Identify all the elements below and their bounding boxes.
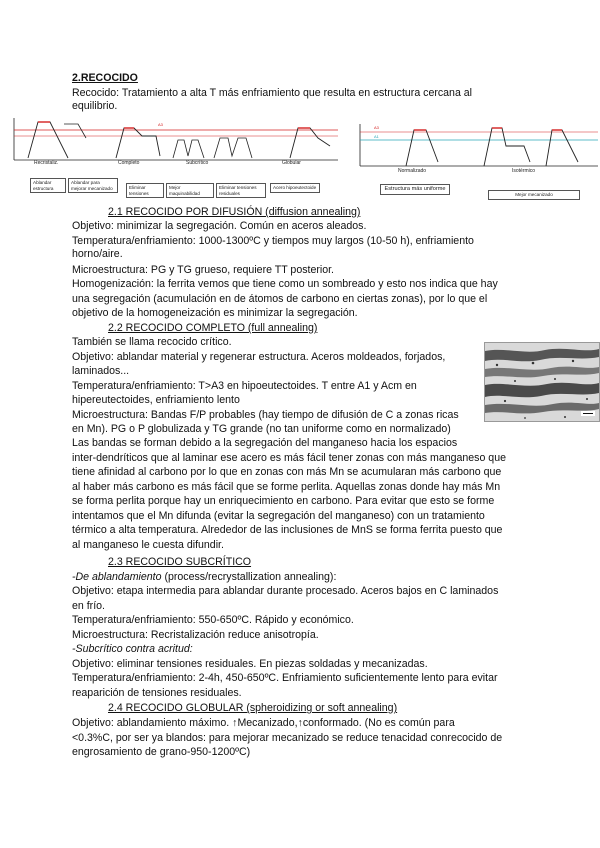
body-line: Las bandas se forman debido a la segregación del manganeso hacia los espacios <box>72 437 458 449</box>
body-line: Microestructura: PG y TG grueso, requiere TT posterior. <box>72 264 335 276</box>
diagram-note-box: Eliminar tensiones residuales <box>216 183 266 198</box>
diagram-label: Isotérmico <box>512 168 536 174</box>
body-line: Homogenización: la ferrita vemos que tiene como un sombreado y esto nos indica que hay <box>72 278 498 290</box>
body-line: Objetivo: minimizar la segregación. Común en aceros aleados. <box>72 220 367 232</box>
isothermal-cycle <box>484 128 530 166</box>
subsection-label: -De ablandamiento <box>72 571 162 583</box>
diagram-label: Subcrítico <box>186 160 209 166</box>
body-line: Temperatura/enfriamiento: 2-4h, 450-650ºC. Enfriamiento suficientemente lento para evitar <box>72 672 498 684</box>
body-line: al haber más carbono es más fácil que se forme perlita. Aquellas zonas donde hay más Mn <box>72 481 501 493</box>
body-line: horno/aire. <box>72 248 123 260</box>
body-line: Microestructura: Bandas F/P probables (hay tiempo de difusión de C a zonas ricas <box>72 409 459 421</box>
body-line: Objetivo: etapa intermedia para ablandar durante procesado. Aceros bajos en C laminados <box>72 585 499 597</box>
body-line: Microestructura: Recristalización reduce anisotropía. <box>72 629 319 641</box>
intro-line: equilibrio. <box>72 100 118 112</box>
diffusion-cycle <box>28 122 68 158</box>
diagram-note-box: Estructura más uniforme <box>380 184 450 195</box>
body-line: reaparición de tensiones residuales. <box>72 687 242 699</box>
diagram-label: Globular <box>282 160 301 166</box>
body-line: Objetivo: eliminar tensiones residuales. En piezas soldadas y mecanizadas. <box>72 658 428 670</box>
globular-cycle <box>290 128 330 158</box>
a1-label: A1 <box>374 134 379 139</box>
body-line: una segregación (acumulación en de átomos de carbono en ciertas zonas), por lo que el <box>72 293 488 305</box>
a3-label: A3 <box>158 122 163 127</box>
subheading-line <box>72 571 336 584</box>
body-line: También se llama recocido crítico. <box>72 336 232 348</box>
body-line: se forma perlita porque hay un enriquecimiento en carbono. Para evitar que esto se forme <box>72 495 495 507</box>
body-line: objetivo de la homogeneización es minimizar la segregación. <box>72 307 358 319</box>
body-line: Temperatura/enfriamiento: T>A3 en hipoeutectoides. T entre A1 y Acm en <box>72 380 417 392</box>
diagram-note-box: Eliminar tensiones <box>126 183 164 198</box>
diagram-note-box: Ablandar para mejorar mecanizado <box>68 178 118 193</box>
normalizing-cycle <box>406 130 438 166</box>
section-heading: 2.2 RECOCIDO COMPLETO (full annealing) <box>108 322 318 334</box>
subsection-label: -Subcrítico contra acritud: <box>72 643 193 655</box>
normalizing-isothermal-diagram <box>356 122 598 172</box>
body-line: Temperatura/enfriamiento: 1000-1300ºC y tiempos muy largos (10-50 h), enfriamiento <box>72 235 474 247</box>
body-line: inter-dendríticos que al laminar ese acero es más fácil tener zonas con más manganeso que <box>72 452 506 464</box>
body-line: en frío. <box>72 600 105 612</box>
diagram-label: Normalizado <box>398 168 427 174</box>
micrograph-image <box>484 342 600 422</box>
body-line: laminados... <box>72 365 130 377</box>
a3-label: A3 <box>374 125 379 130</box>
diagram-label: Completo <box>118 160 140 166</box>
section-heading: 2.1 RECOCIDO POR DIFUSIÓN (diffusion annealing) <box>108 206 361 218</box>
body-line: intentamos que el Mn difunda (evitar la segregación del manganeso) con un tratamiento <box>72 510 485 522</box>
diagram-note-box: Mejor maquinabilidad <box>166 183 214 198</box>
body-line: Objetivo: ablandar material y regenerar estructura. Aceros moldeados, forjados, <box>72 351 446 363</box>
full-annealing-cycle <box>116 128 160 158</box>
body-line: al manganeso le cuesta difundir. <box>72 539 224 551</box>
subsection-label-rest: (process/recrystallization annealing): <box>161 571 337 583</box>
body-line: en Mn). PG o P globulizada y TG grande (no tan uniforme como en normalizado) <box>72 423 451 435</box>
body-line: térmico a alta temperatura. Alrededor de las inclusiones de MnS se forma ferrita puesto que <box>72 524 503 536</box>
page-title: 2.RECOCIDO <box>72 72 138 84</box>
subcritical-cycle <box>173 140 204 158</box>
diagram-note-box: Ablandar estructura <box>30 178 66 193</box>
body-line: engrosamiento de grano-950-1200ºC) <box>72 746 251 758</box>
diagram-note-box: Mejor mecanizado <box>488 190 580 200</box>
body-line: hipereutectoides, enfriamiento lento <box>72 394 240 406</box>
body-line: Objetivo: ablandamiento máximo. ↑Mecanizado,↑conformado. (No es común para <box>72 717 455 729</box>
section-heading: 2.3 RECOCIDO SUBCRÍTICO <box>108 556 252 568</box>
diagram-label: Recristaliz. <box>34 160 59 166</box>
diagram-note-box: Acero hipoeutectoide <box>270 183 320 193</box>
body-line: Temperatura/enfriamiento: 550-650ºC. Rápido y económico. <box>72 614 354 626</box>
intro-line: Recocido: Tratamiento a alta T más enfriamiento que resulta en estructura cercana al <box>72 87 473 99</box>
body-line: <0.3%C, por ser ya blandos: para mejorar mecanizado se reduce tenacidad conrecocido de <box>72 732 503 744</box>
body-line: tiene afinidad al carbono por lo que en zonas con más Mn se acumularan más carbono que <box>72 466 502 478</box>
section-heading: 2.4 RECOCIDO GLOBULAR (spheroidizing or soft annealing) <box>108 702 398 714</box>
